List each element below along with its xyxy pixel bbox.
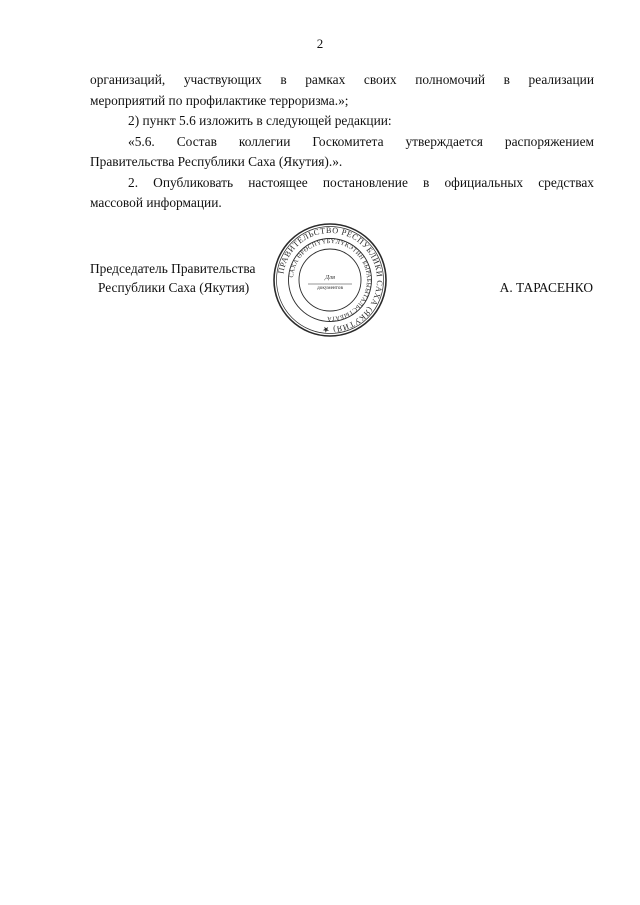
seal-center-line1: Для [325, 274, 335, 281]
signatory-position [90, 259, 255, 297]
paragraph-item-5-6: 2) пункт 5.6 изложить в следующей редакции: [128, 113, 392, 128]
paragraph-line: 2. Опубликовать настоящее постановление в официальных средствах [128, 174, 594, 190]
paragraph-line: массовой информации. [90, 195, 222, 210]
paragraph-line: Правительства Республики Саха (Якутия).». [90, 154, 343, 169]
seal-graphic [272, 222, 388, 338]
document-body [90, 70, 594, 214]
paragraph-line: мероприятий по профилактике терроризма.»; [90, 92, 349, 108]
position-line: Председатель Правительства [90, 261, 256, 276]
signatory-name: А. ТАРАСЕНКО [499, 280, 593, 295]
paragraph-publish [90, 173, 594, 214]
position-line: Республики Саха (Якутия) [98, 280, 250, 295]
page-number: 2 [316, 36, 324, 51]
paragraph-quote-5-6 [90, 132, 594, 173]
seal-center-line2: документов [317, 285, 343, 291]
official-seal-stamp [272, 222, 388, 338]
paragraph-line: организаций, участвующих в рамках своих полномочий в реализации [90, 72, 594, 87]
seal-outer-text: ПРАВИТЕЛЬСТВО РЕСПУБЛИКИ САХА (ЯКУТИЯ) ★ [276, 225, 385, 335]
seal-inner-text: САХА ӨРӨСПҮҮБҮЛҮКЭТИН БЫРАБЫЫТАЛЬСТЫБАТА [288, 237, 373, 323]
paragraph-organizations [90, 70, 594, 111]
paragraph-line: «5.6. Состав коллегии Госкомитета утверждается распоряжением [128, 133, 594, 149]
